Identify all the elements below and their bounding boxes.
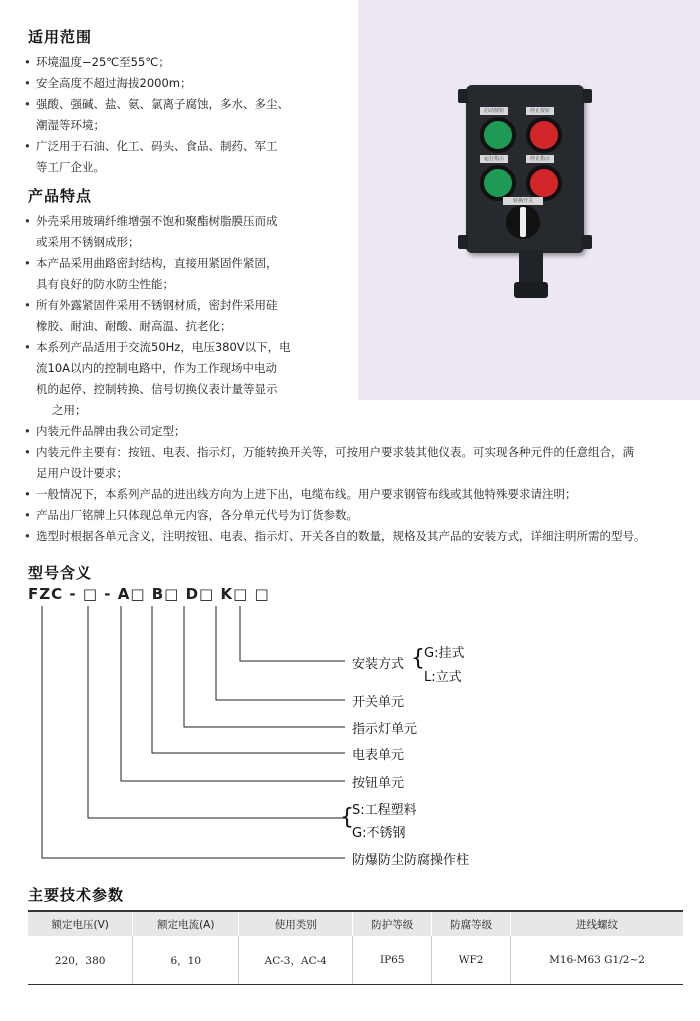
list-item-continuation: 之用； xyxy=(52,403,87,417)
list-item-continuation: 或采用不锈钢成形； xyxy=(36,235,140,249)
model-prefix: FZC xyxy=(28,585,64,603)
list-item-continuation: 具有良好的防水防尘性能； xyxy=(36,277,174,291)
nameplate: 启动按钮 xyxy=(480,107,508,115)
list-item: • 选型时根据各单元含义，注明按钮、电表、指示灯、开关各自的数量，规格及其产品的安装方式，详细注明所需的型号。 xyxy=(24,526,694,547)
nameplate: 转换开关 xyxy=(503,197,543,205)
label-stand: L:立式 xyxy=(424,670,462,685)
model-dash: - xyxy=(69,585,77,603)
list-item-continuation: 等工厂企业。 xyxy=(36,160,105,174)
list-item: • 一般情况下，本系列产品的进出线方向为上进下出，电缆布线。用户要求钢管布线或其他特殊要求请注明； xyxy=(24,484,694,505)
list-item: • 所有外露紧固件采用不锈钢材质，密封件采用硅 xyxy=(24,295,354,316)
column-header: 额定电流(A) xyxy=(133,911,239,936)
list-item: • 广泛用于石油、化工、码头、食品、制药、军工 xyxy=(24,136,344,157)
label-series: 防爆防尘防腐操作柱 xyxy=(352,853,470,868)
table-cell: 6，10 xyxy=(133,936,239,985)
list-item: • 环境温度−25℃至55℃； xyxy=(24,52,344,73)
table-row xyxy=(28,936,683,985)
section-title-scope: 适用范围 xyxy=(28,28,93,46)
section-title-features: 产品特点 xyxy=(28,187,93,205)
list-item-continuation: 流10A以内的控制电路中，作为工作现场中电动 xyxy=(36,361,277,375)
model-code-k: K□ xyxy=(220,585,249,603)
model-code-square: □ xyxy=(254,585,270,603)
label-steel: G:不锈钢 xyxy=(352,826,406,841)
table-cell: IP65 xyxy=(353,936,432,985)
column-header: 进线螺纹 xyxy=(511,911,684,936)
column-header: 防护等级 xyxy=(353,911,432,936)
column-header: 使用类别 xyxy=(239,911,353,936)
model-code-a: A□ xyxy=(117,585,146,603)
table-cell: WF2 xyxy=(432,936,511,985)
table-header-row xyxy=(28,911,683,936)
list-item: • 本产品采用曲路密封结构，直接用紧固件紧固， xyxy=(24,253,354,274)
label-meter: 电表单元 xyxy=(352,748,405,763)
list-item-continuation: 机的起停、控制转换、信号切换仪表计量等显示 xyxy=(36,382,278,396)
label-switch: 开关单元 xyxy=(352,695,405,710)
table-cell: AC-3，AC-4 xyxy=(239,936,353,985)
list-item: • 内装元件主要有：按钮、电表、指示灯，万能转换开关等，可按用户要求装其他仪表。可实现各种元件的任意组合，满 xyxy=(24,442,694,463)
label-plastic: S:工程塑料 xyxy=(352,803,417,818)
column-header: 额定电压(V) xyxy=(28,911,133,936)
spec-table xyxy=(28,910,683,985)
list-item: • 外壳采用玻璃纤维增强不饱和聚酯树脂膜压而成 xyxy=(24,211,354,232)
list-item: • 内装元件品牌由我公司定型； xyxy=(24,421,694,442)
nameplate: 停止按钮 xyxy=(526,107,554,115)
label-button: 按钮单元 xyxy=(352,776,405,791)
table-cell: M16-M63 G1/2~2 xyxy=(511,936,684,985)
model-dash: - xyxy=(104,585,112,603)
list-item: • 本系列产品适用于交流50Hz，电压380V以下，电 xyxy=(24,337,354,358)
nameplate: 运行指示 xyxy=(480,155,508,163)
brace-icon: { xyxy=(411,646,425,671)
list-item-continuation: 橡胶、耐油、耐酸、耐高温、抗老化； xyxy=(36,319,232,333)
table-cell: 220，380 xyxy=(28,936,133,985)
list-item-continuation: 足用户设计要求； xyxy=(36,466,128,480)
list-item: • 强酸、强碱、盐、氨、氯离子腐蚀，多水、多尘、 xyxy=(24,94,344,115)
list-item: • 安全高度不超过海拔2000m； xyxy=(24,73,344,94)
brace-icon: { xyxy=(340,805,354,830)
model-code-b: B□ xyxy=(151,585,180,603)
column-header: 防腐等级 xyxy=(432,911,511,936)
section-title-model: 型号含义 xyxy=(28,564,93,582)
section-title-specs: 主要技术参数 xyxy=(28,886,125,904)
list-item: • 产品出厂铭牌上只体现总单元内容，各分单元代号为订货参数。 xyxy=(24,505,694,526)
nameplate: 停止指示 xyxy=(526,155,554,163)
label-lamp: 指示灯单元 xyxy=(352,722,418,737)
label-install: 安装方式 xyxy=(352,657,405,672)
label-hang: G:挂式 xyxy=(424,646,465,661)
model-code-square: □ xyxy=(82,585,99,603)
model-code-d: D□ xyxy=(185,585,215,603)
list-item-continuation: 潮湿等环境； xyxy=(36,118,105,132)
